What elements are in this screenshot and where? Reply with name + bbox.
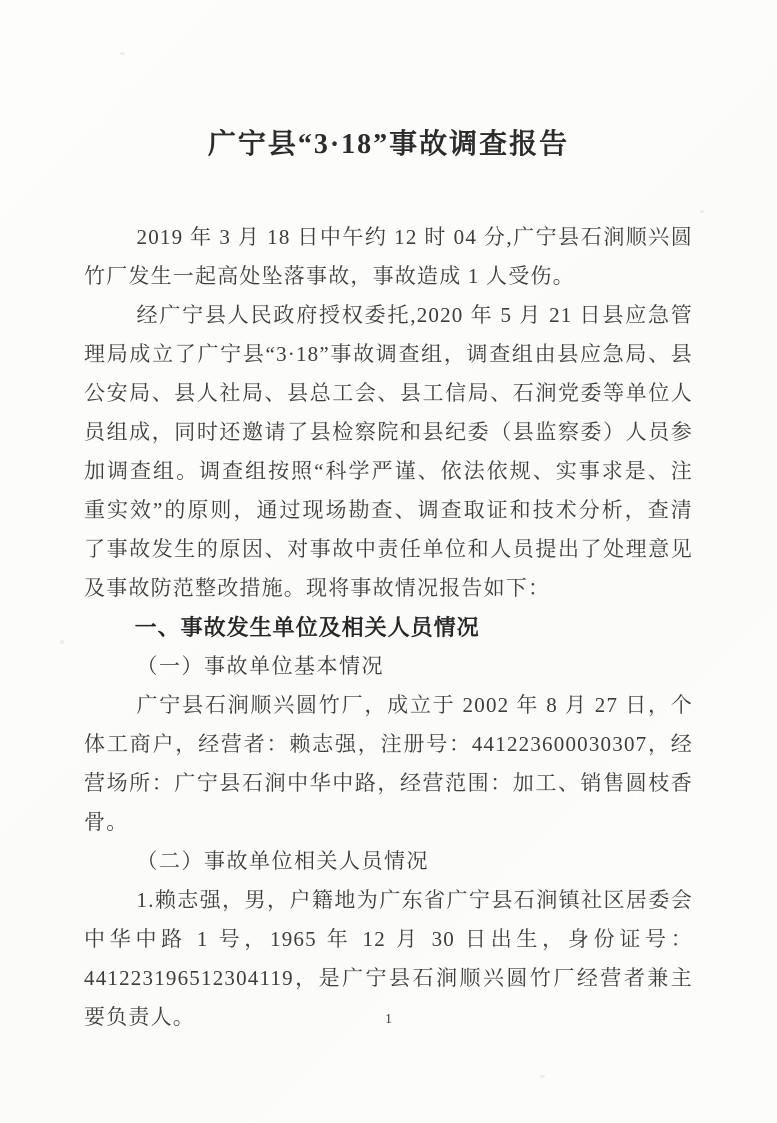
scan-speckle bbox=[700, 210, 704, 213]
heading-subsection-1-1: （一）事故单位基本情况 bbox=[136, 654, 384, 678]
scan-speckle bbox=[60, 640, 64, 644]
heading-subsection-1-2: （二）事故单位相关人员情况 bbox=[136, 849, 429, 873]
document-body bbox=[84, 122, 693, 1037]
paragraph-company-basic-info: 广宁县石涧顺兴圆竹厂，成立于 2002 年 8 月 27 日，个体工商户，经营者：赖志强，注册号：441223600030307，经营场所：广宁县石涧中华中路，经营范围：加工、销售圆枝香骨。 bbox=[84, 693, 693, 834]
scan-speckle bbox=[540, 1075, 545, 1078]
paragraph-accident-intro: 2019 年 3 月 18 日中午约 12 时 04 分,广宁县石涧顺兴圆竹厂发生一起高处坠落事故，事故造成 1 人受伤。 bbox=[84, 225, 693, 288]
heading-section-1: 一、事故发生单位及相关人员情况 bbox=[134, 615, 480, 640]
page-number: 1 bbox=[385, 1012, 392, 1027]
scan-speckle bbox=[120, 52, 125, 55]
paragraph-owner-info: 1.赖志强，男，户籍地为广东省广宁县石涧镇社区居委会中华中路 1 号，1965 年 12 月 30 日出生，身份证号：441223196512304119，是广宁县石涧顺兴圆竹厂经营者兼主要负责人。 bbox=[84, 888, 693, 1029]
document-title: 广宁县“3·18”事故调查报告 bbox=[207, 129, 570, 160]
paragraph-investigation-team: 经广宁县人民政府授权委托,2020 年 5 月 21 日县应急管理局成立了广宁县“3·18”事故调查组，调查组由县应急局、县公安局、县人社局、县总工会、县工信局、石涧党委等单位人员组成，同时还邀请了县检察院和县纪委（县监察委）人员参加调查组。调查组按照“科学严谨、依法依规、实事求是、注重实效”的原则，通过现场勘查、调查取证和技术分析，查清了事故发生的原因、对事故中责任单位和人员提出了处理意见及事故防范整改措施。现将事故情况报告如下： bbox=[84, 303, 693, 600]
